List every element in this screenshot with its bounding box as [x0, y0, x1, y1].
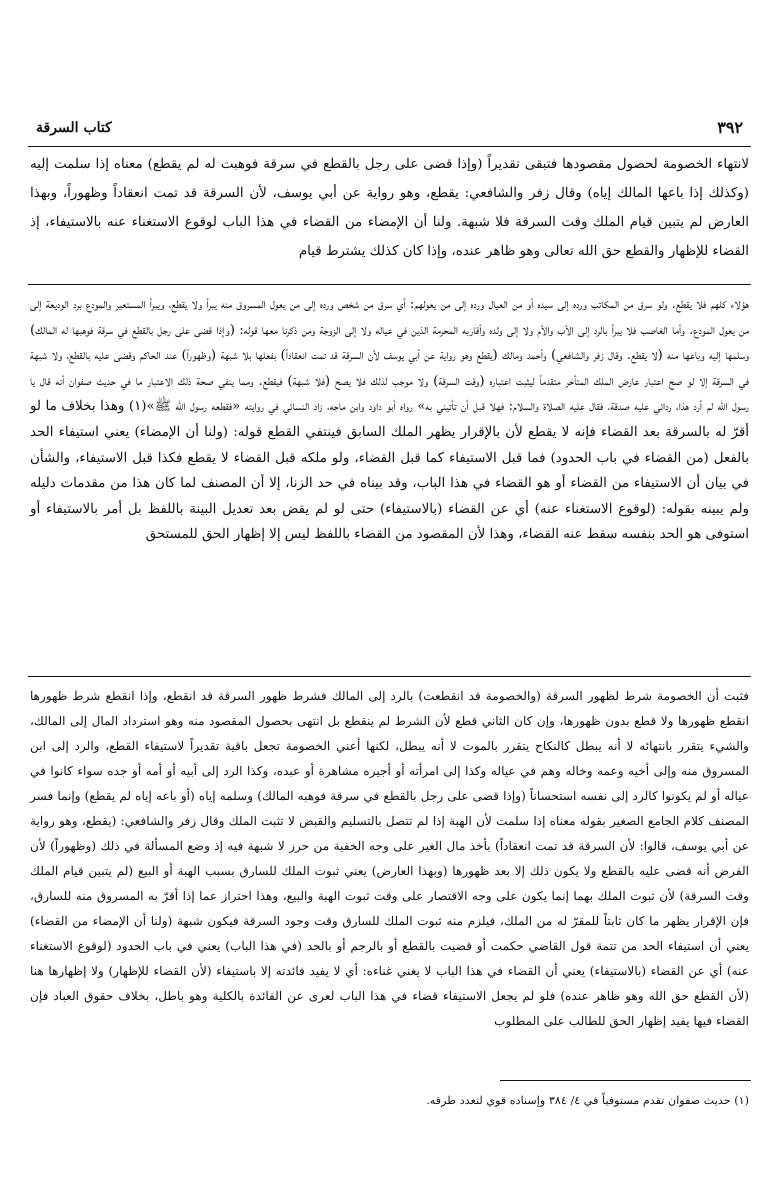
sharh-paragraph: هؤلاء كلهم فلا يقطع. ولو سرق من المكاتب ورده إلى سيده أو من العيال ورده إلى من يعولهم: أي سرق من شخص ورده إلى من يعول المسروق منه يبرأ ولا يقطع، ويبرأ المستعير والمودع برد الوديعة إلى من يعول المودع. وأما الغاصب فلا يبرأ بالرد إلى الأب والأم ولا إلى ولده وأقاربه المحرمة الذين في عياله ولا إلى الزوجة ومن ذكرنا معها قوله: (وإذا قضى على رجل بالقطع في سرقة فوهبها له المالك) وسلمها إليه وباعها منه (لا يقطع. وقال زفر والشافعي) وأحمد ومالك (يقطع وهو رواية عن أبي يوسف لأن السرقة قد تمت انعقاداً) بفعلها بلا شبهة (وظهوراً) عند الحاكم وقضى عليه بالقطع، ولا شبهة في السرقة إلا لو صح اعتبار عارض الملك المتأخر متقدماً ليثبت اعتباره (وقت السرقة) ولا موجب لذلك فلا يصح (فلا شبهة) فيقطع. ومما ينفي صحة ذلك الاعتبار ما في حديث صفوان أنه قال يا رسول الله لم أرد هذا، ردائي عليه صدقة، فقال عليه الصلاة والسلام: فهلا قبل أن تأتيني به» رواه أبو داود وابن ماجه، زاد النسائي في روايته «فقطعه رسول الله ﷺ»(١) وهذا بخلاف ما لو أقرّ له بالسرقة بعد القضاء فإنه لا يقطع لأن بالإقرار يظهر الملك السابق فينتفي القطع قوله: (ولنا أن الإمضاء) يعني استيفاء الحد بالفعل (من القضاء في باب الحدود) فما قبل الاستيفاء كما قبل القضاء، ولو ملكه قبل القضاء لا يقطع فكذا قبل الاستيفاء، والشأن في بيان أن الاستيفاء من القضاء أو هو القضاء في هذا الباب، وقد بيناه في حد الزنا، إلا أن المصنف لما كان هذا من مقدمات دليله ولم يبينه بقوله: (لوقوع الاستغناء عنه) أي عن القضاء (بالاستيفاء) حتى لو لم يقض بعد تعديل البينة باللفظ بل أمر بالاستيفاء أو استوفى هو الحد بنفسه سقط عنه القضاء، وهذا لأن المقصود من القضاء باللفظ ليس إلا إظهار الحق للمستحق — [30, 297, 749, 543]
running-header — [28, 118, 751, 144]
matn-separator-rule — [28, 284, 751, 285]
sharh-text-block — [30, 292, 749, 548]
page-number: ٣٩٢ — [717, 118, 743, 137]
footnote-text: (١) حديث صفوان تقدم مستوفياً في ٤/ ٣٨٤ وإسناده قوي لتعدد طرقه. — [426, 1094, 749, 1107]
footnote-rule — [500, 1080, 751, 1081]
footnote — [30, 1092, 749, 1110]
hashiya-paragraph: فثبت أن الخصومة شرط لظهور السرقة (والخصومة قد انقطعت) بالرد إلى المالك فشرط ظهور السرقة قد انقطع، وإذا انقطع شرط ظهورها انقطع ظهورها ولا قطع بدون ظهورها، وإن كان الثاني قطع لأن الشرط لم ينقطع بل انتهى بحصول المقصود منه وهو استرداد المال إلى المالك، والشيء يتقرر بانتهائه لا أنه يبطل كالنكاح يتقرر بالموت لا أنه يبطل، لكنها أعني الخصومة تجعل باقية تقديراً لاستيفاء القطع، والرد إلى ابن المسروق منه وإلى أخيه وعمه وخاله وهم في عياله وكذا إلى امرأته أو أجيره مشاهرة أو عبده، وكذا الرد إلى أبيه أو أمه أو جده سواء كانوا في عياله أو لم يكونوا كالرد إلى نفسه استحساناً (وإذا قضى على رجل بالقطع في سرقة فوهبه المالك) وسلمه إياه (أو باعه إياه لم يقطع) وإنما فسر المصنف كلام الجامع الصغير بقوله معناه إذا سلمت لأن الهبة إذا لم تتصل بالتسليم والقبض لا تثبت الملك وقال زفر والشافعي: (يقطع، وهو رواية عن أبي يوسف، قالوا: لأن السرقة قد تمت انعقاداً) بأخذ مال الغير على وجه الخفية من حرز لا شبهة فيه إذ وضع المسألة في ذلك (وظهوراً) لأن الفرض أنه قضى عليه بالقطع ولا يكون ذلك إلا بعد ظهورها (وبهذا العارض) يعني ثبوت الملك للسارق بسبب الهبة أو البيع (لم يتبين قيام الملك وقت السرقة) لأن ثبوت الملك بهما إنما يكون على وجه الاقتصار على وقت ثبوت الهبة والبيع، وهذا احتراز عما إذا أقرّ به المسروق منه للسارق، فإن الإقرار يظهر ما كان ثابتاً للمقرّ له من الملك، فيلزم منه ثبوت الملك للسارق وقت وجود السرقة فيكون شبهة (ولنا أن الإمضاء من القضاء) يعني أن استيفاء الحد من تتمة قول القاضي حكمت أو قضيت بالقطع أو بالرجم أو بالحد (في هذا الباب) يعني في باب الحدود (لوقوع الاستغناء عنه) أي عن القضاء (بالاستيفاء) يعني أن القضاء في هذا الباب لا يغني غناءه: أي لا يفيد فائدته إلا باستيفاء (لأن القضاء للإظهار) ولا إظهارها هنا (لأن القطع حق الله وهو ظاهر عنده) فلو لم يجعل الاستيفاء قضاء في هذا الباب لعرى عن الفائدة بالكلية وهو باطل، بخلاف حقوق العباد فإن القضاء فيها يفيد إظهار الحق للطالب على المطلوب — [30, 689, 749, 1028]
hashiya-text-block — [30, 684, 749, 1034]
chapter-title: كتاب السرقة — [36, 120, 112, 136]
matn-text-block — [30, 150, 749, 266]
sharh-separator-rule — [28, 676, 751, 677]
header-rule — [28, 146, 751, 147]
matn-paragraph: لانتهاء الخصومة لحصول مقصودها فتبقى تقديراً (وإذا قضى على رجل بالقطع في سرقة فوهبت له لم يقطع) معناه إذا سلمت إليه (وكذلك إذا باعها المالك إياه) وقال زفر والشافعي: يقطع، وهو رواية عن أبي يوسف، لأن السرقة قد تمت انعقاداً وظهوراً، وبهذا العارض لم يتبين قيام الملك وقت السرقة فلا شبهة. ولنا أن الإمضاء من القضاء في هذا الباب لوقوع الاستغناء عنه بالاستيفاء، إذ القضاء للإظهار والقطع حق الله تعالى وهو ظاهر عنده، وإذا كان كذلك يشترط قيام — [30, 157, 749, 259]
